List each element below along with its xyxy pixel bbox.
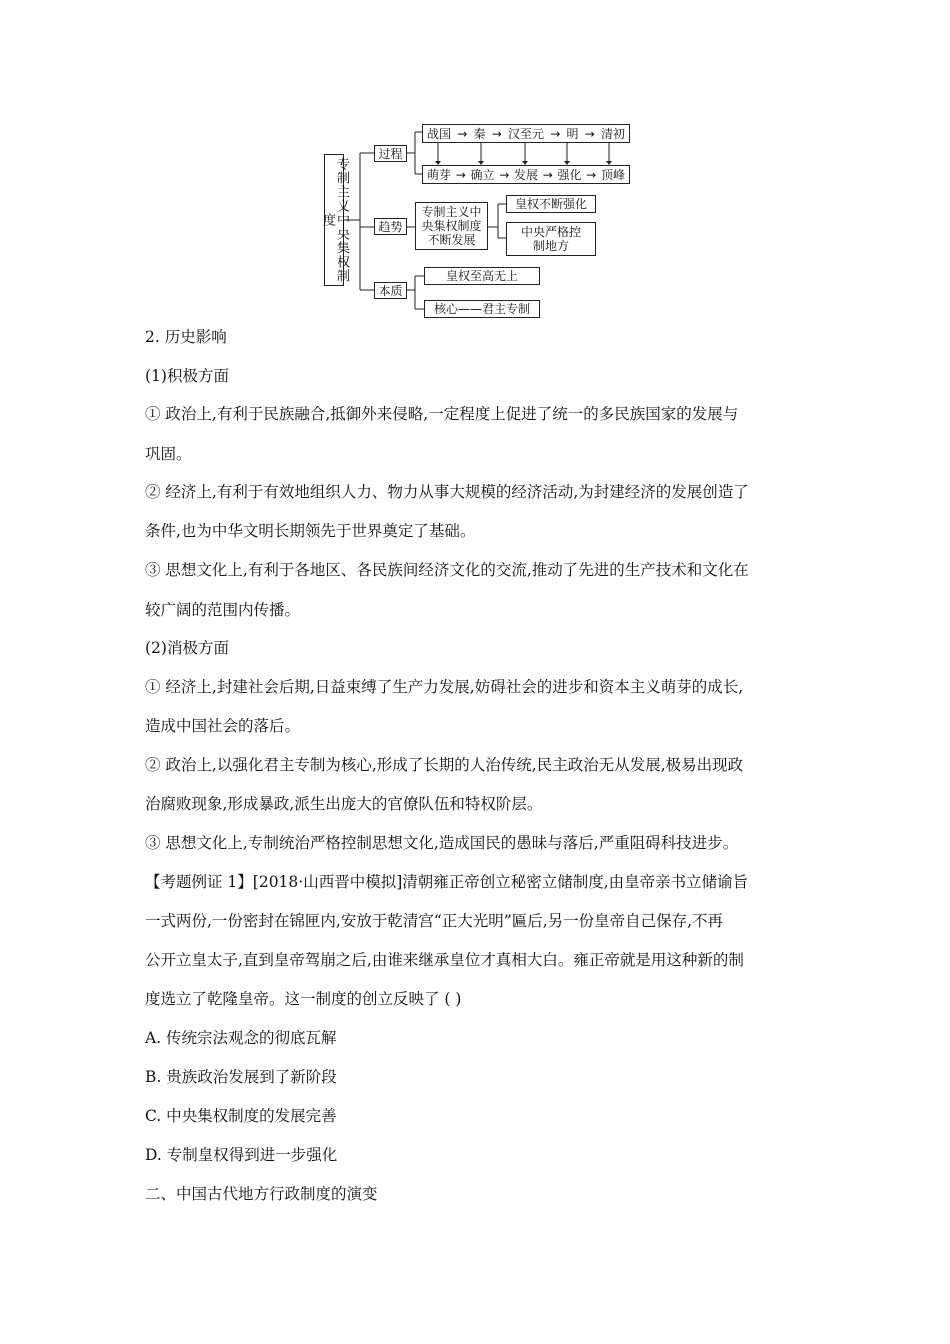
example-question-line: 度选立了乾隆皇帝。这一制度的创立反映了 ( ) xyxy=(145,990,462,1008)
option-b: B. 贵族政治发展到了新阶段 xyxy=(145,1068,337,1086)
process-phase-2: 确立 xyxy=(470,167,495,182)
paragraph-line: ③ 思想文化上,有利于各地区、各民族间经济文化的交流,推动了先进的生产技术和文化在 xyxy=(145,561,749,579)
paragraph-line: 巩固。 xyxy=(145,445,192,463)
arrow-icon: → xyxy=(499,167,510,182)
trend-main-box xyxy=(415,202,488,250)
process-phase-3: 发展 xyxy=(513,167,538,182)
trend-main-label: 专制主义中央集权制度不断发展 xyxy=(421,205,482,247)
trend-result-box-1 xyxy=(506,195,596,213)
option-c: C. 中央集权制度的发展完善 xyxy=(145,1107,337,1125)
option-a: A. 传统宗法观念的彻底瓦解 xyxy=(145,1029,337,1047)
paragraph-line: ① 经济上,封建社会后期,日益束缚了生产力发展,妨碍社会的进步和资本主义萌芽的成长, xyxy=(145,678,744,696)
section-heading: 2. 历史影响 xyxy=(145,328,227,346)
subheading-positive: (1)积极方面 xyxy=(145,367,229,385)
process-stage-1: 战国 xyxy=(427,126,452,141)
process-stages-box xyxy=(422,124,630,143)
arrow-icon: → xyxy=(542,167,553,182)
arrow-icon: → xyxy=(550,126,561,141)
process-phases-box xyxy=(422,165,630,184)
paragraph-line: ② 经济上,有利于有效地组织人力、物力从事大规模的经济活动,为封建经济的发展创造了 xyxy=(145,483,749,501)
process-phase-4: 强化 xyxy=(557,167,582,182)
root-box xyxy=(320,154,349,286)
paragraph-line: 治腐败现象,形成暴政,派生出庞大的官僚队伍和特权阶层。 xyxy=(145,795,543,813)
trend-result-1: 皇权不断强化 xyxy=(514,197,587,211)
root-label: 专制主义中央集权制度 xyxy=(320,157,349,283)
branch-trend-box xyxy=(374,218,407,235)
section-heading-2: 二、中国古代地方行政制度的演变 xyxy=(145,1185,378,1203)
essence-box-2 xyxy=(424,300,540,318)
essence-item-1: 皇权至高无上 xyxy=(445,269,518,283)
branch-essence-label: 本质 xyxy=(378,283,403,298)
paragraph-line: 造成中国社会的落后。 xyxy=(145,717,301,735)
branch-process-box xyxy=(374,145,407,162)
concept-diagram xyxy=(320,120,640,320)
trend-result-box-2 xyxy=(506,222,596,256)
example-question-line: 一式两份,一份密封在锦匣内,安放于乾清宫“正大光明”匾后,另一份皇帝自己保存,不再 xyxy=(145,912,724,930)
branch-trend-label: 趋势 xyxy=(378,219,403,234)
process-stage-3: 汉至元 xyxy=(507,126,544,141)
arrow-icon: → xyxy=(491,126,502,141)
paragraph-line: ③ 思想文化上,专制统治严格控制思想文化,造成国民的愚昧与落后,严重阻碍科技进步。 xyxy=(145,834,739,852)
paragraph-line: 较广阔的范围内传播。 xyxy=(145,601,301,619)
essence-box-1 xyxy=(424,267,540,285)
paragraph-line: ② 政治上,以强化君主专制为核心,形成了长期的人治传统,民主政治无从发展,极易出现政 xyxy=(145,756,744,774)
arrow-icon: → xyxy=(584,126,595,141)
example-question-line: 公开立皇太子,直到皇帝驾崩之后,由谁来继承皇位才真相大白。雍正帝就是用这种新的制 xyxy=(145,951,744,969)
branch-essence-box xyxy=(374,282,407,299)
arrow-icon: → xyxy=(455,167,466,182)
option-d: D. 专制皇权得到进一步强化 xyxy=(145,1146,338,1164)
process-stage-2: 秦 xyxy=(473,126,486,141)
branch-process-label: 过程 xyxy=(378,146,403,161)
paragraph-line: 条件,也为中华文明长期领先于世界奠定了基础。 xyxy=(145,522,476,540)
paragraph-line: ① 政治上,有利于民族融合,抵御外来侵略,一定程度上促进了统一的多民族国家的发展与 xyxy=(145,405,739,423)
subheading-negative: (2)消极方面 xyxy=(145,639,229,657)
process-phase-5: 顶峰 xyxy=(600,167,625,182)
process-stage-4: 明 xyxy=(566,126,579,141)
process-phase-1: 萌芽 xyxy=(427,167,452,182)
example-question-line: 【考题例证 1】[2018·山西晋中模拟]清朝雍正帝创立秘密立储制度,由皇帝亲书立储谕旨 xyxy=(145,873,749,891)
arrow-icon: → xyxy=(586,167,597,182)
process-stage-5: 清初 xyxy=(600,126,625,141)
arrow-icon: → xyxy=(457,126,468,141)
trend-result-2: 中央严格控制地方 xyxy=(521,225,582,253)
essence-item-2: 核心——君主专制 xyxy=(433,302,530,316)
